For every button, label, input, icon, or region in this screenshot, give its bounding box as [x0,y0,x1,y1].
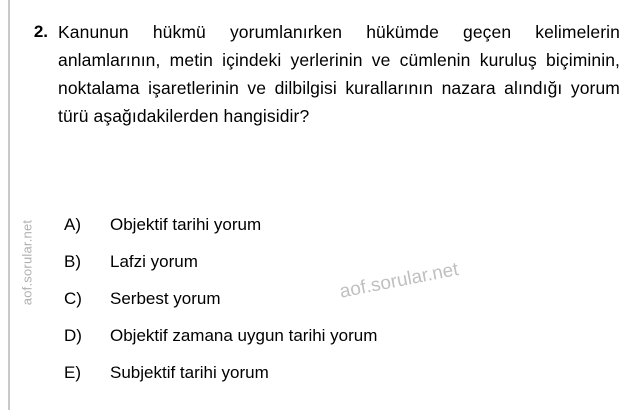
option-b-label: Lafzi yorum [110,252,198,271]
option-c-letter: C) [64,289,82,308]
option-a[interactable] [64,215,604,235]
left-margin-rule [8,0,10,410]
option-a-label: Objektif tarihi yorum [110,215,262,234]
option-b[interactable] [64,252,604,272]
options-list [64,215,604,400]
question-row [16,18,620,130]
side-watermark: aof.sorular.net [19,219,35,306]
option-d-label: Objektif zamana uygun tarihi yorum [110,326,378,345]
option-a-letter: A) [64,215,81,234]
option-d-letter: D) [64,326,82,345]
option-b-letter: B) [64,252,81,271]
option-c-label: Serbest yorum [110,289,221,308]
option-e-letter: E) [64,363,81,382]
option-e[interactable] [64,363,604,383]
question-block [16,18,620,130]
option-e-label: Subjektif tarihi yorum [110,363,269,382]
question-number: 2. [33,22,48,41]
option-d[interactable] [64,326,604,346]
option-c[interactable] [64,289,604,309]
diagonal-watermark: aof.sorular.net [338,259,461,303]
question-text: Kanunun hükmü yorumlanırken hükümde geçen kelimelerin anlamlarının, metin içindeki yerlerinin ve cümlenin kuruluş biçiminin, noktalama işaretlerinin ve dilbilgisi kurallarının nazara alındığı yorum türü aşağıdakilerden hangisidir? [58,22,620,126]
